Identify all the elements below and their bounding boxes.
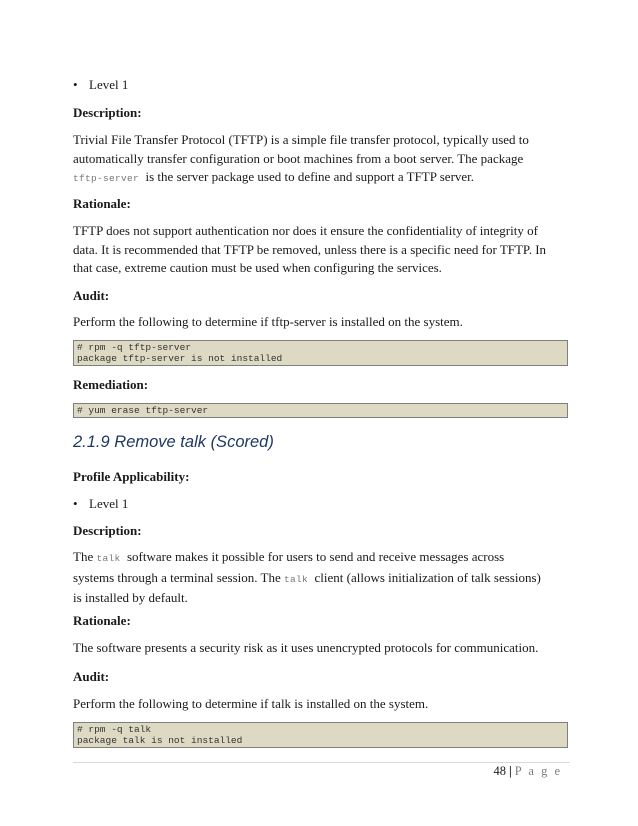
description-heading: Description: — [73, 105, 142, 120]
rationale-heading: Rationale: — [73, 196, 131, 211]
bullet-dot: • — [73, 77, 78, 92]
inline-code: talk — [96, 553, 121, 564]
section-title: 2.1.9 Remove talk (Scored) — [73, 433, 274, 451]
level-bullet — [73, 77, 128, 93]
inline-code: talk — [283, 573, 308, 585]
description-heading: Description: — [73, 523, 142, 538]
remediation-heading: Remediation: — [73, 377, 149, 392]
profile-applicability-heading: Profile Applicability: — [73, 469, 190, 484]
bullet-text: Level 1 — [89, 496, 129, 511]
rationale-heading: Rationale: — [73, 613, 131, 628]
level-bullet — [73, 496, 128, 512]
description-paragraph: Trivial File Transfer Protocol (TFTP) is a simple file transfer protocol, typically used to automatically transfer configuration or boot machines from a boot server. The package tftp-server is the server package used to define and support a TFTP server. — [73, 132, 529, 184]
bullet-text: Level 1 — [89, 77, 129, 92]
audit-paragraph: Perform the following to determine if talk is installed on the system. — [73, 696, 429, 711]
bullet-dot: • — [73, 496, 78, 511]
audit-paragraph: Perform the following to determine if tftp-server is installed on the system. — [73, 314, 463, 329]
page-number: 48 — [493, 764, 507, 778]
audit-heading: Audit: — [73, 669, 110, 684]
page-footer — [494, 763, 562, 779]
inline-code: tftp-server — [73, 173, 140, 184]
description-paragraph: The talk software makes it possible for users to send and receive messages across systems through a terminal session. The talk client (allows initialization of talk sessions) is installed by default. — [73, 549, 541, 605]
remediation-code-block: # yum erase tftp-server — [73, 403, 568, 418]
audit-code-block: # rpm -q tftp-server package tftp-server is not installed — [73, 340, 568, 366]
rationale-paragraph: The software presents a security risk as it uses unencrypted protocols for communication. — [73, 640, 539, 655]
audit-heading: Audit: — [73, 288, 110, 303]
page-label: P a g e — [514, 764, 562, 778]
audit-code-block: # rpm -q talk package talk is not installed — [73, 722, 568, 748]
rationale-paragraph: TFTP does not support authentication nor does it ensure the confidentiality of integrity of data. It is recommended that TFTP be removed, unless there is a specific need for TFTP. In that case, extreme caution must be used when configuring the services. — [73, 223, 547, 275]
footer-separator: | — [509, 764, 512, 778]
